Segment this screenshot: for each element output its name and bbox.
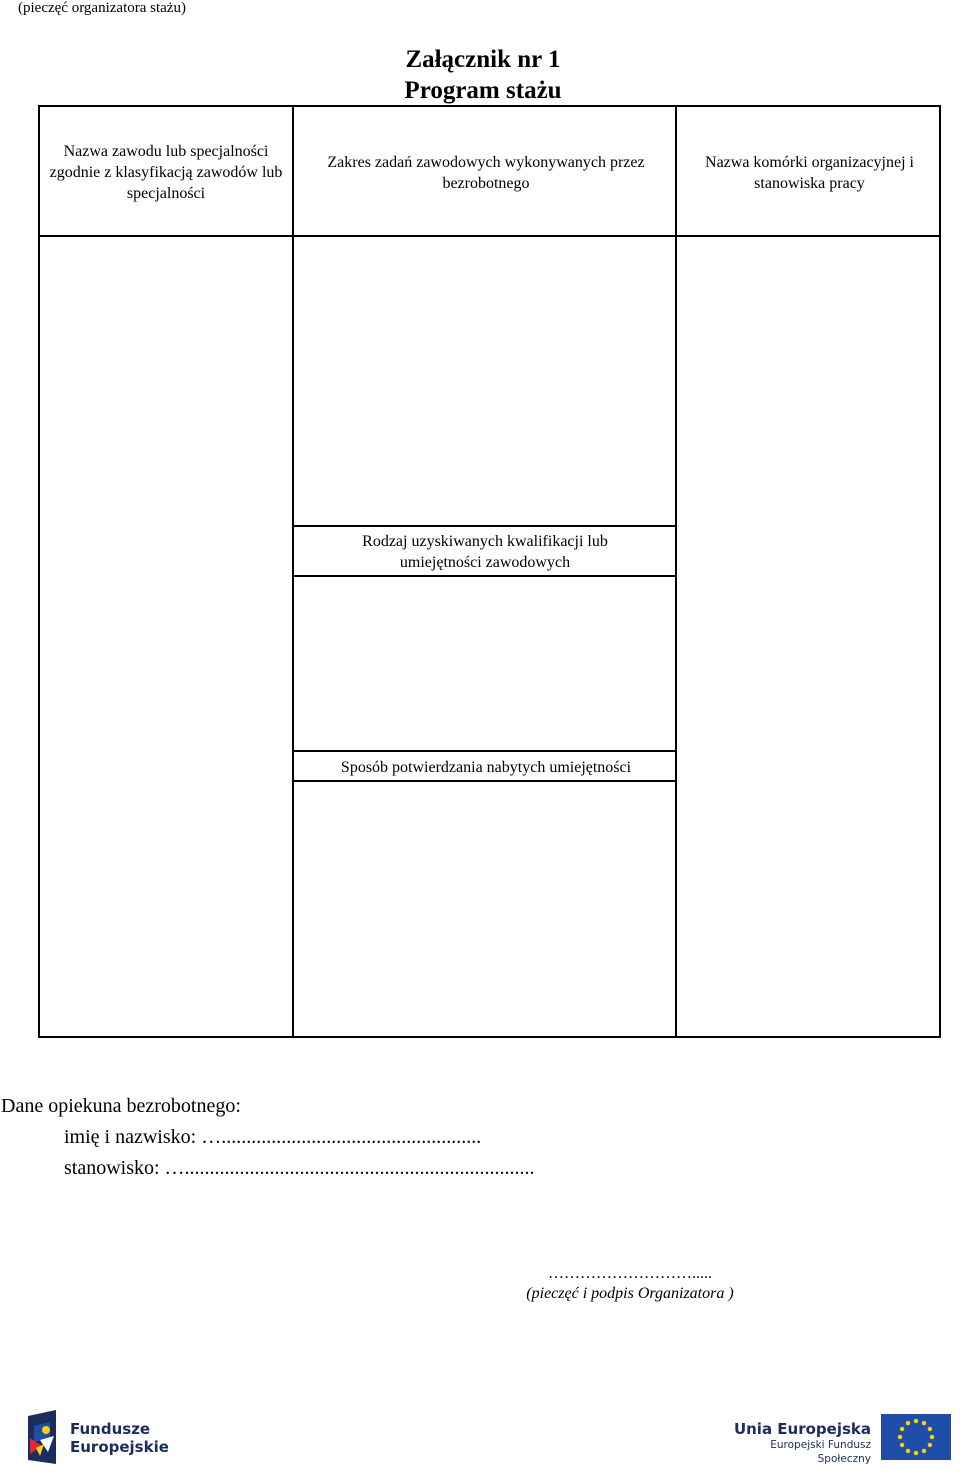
- organizer-stamp-note: (pieczęć organizatora stażu): [18, 0, 186, 16]
- fundusze-europejskie-flag-icon: [26, 1408, 62, 1468]
- organizational-unit-header: Nazwa komórki organizacyjnej i stanowiska pracy: [705, 154, 914, 192]
- confirmation-top-divider: [292, 750, 677, 752]
- unia-europejska-logo: [720, 1412, 955, 1465]
- unia-europejska-text: Unia Europejska Europejski Fundusz Społeczny: [733, 1420, 871, 1465]
- fundusze-europejskie-text: Fundusze Europejskie: [70, 1420, 169, 1456]
- qualifications-field[interactable]: [294, 577, 675, 750]
- internship-program-table: [38, 105, 941, 1038]
- occupation-name-field[interactable]: [40, 237, 290, 1035]
- signature-block: [500, 1264, 760, 1304]
- fundusze-europejskie-logo: [26, 1408, 169, 1468]
- caretaker-position-line[interactable]: stanowisko: …......................................................................: [64, 1157, 535, 1179]
- task-scope-header: Zakres zadań zawodowych wykonywanych przez bezrobotnego: [327, 154, 645, 192]
- confirmation-method-field[interactable]: [294, 782, 675, 1035]
- caretaker-heading: Dane opiekuna bezrobotnego:: [1, 1095, 241, 1117]
- task-scope-field[interactable]: [294, 237, 675, 525]
- eu-stars-flag-icon: [881, 1414, 951, 1460]
- annex-title: Załącznik nr 1: [405, 46, 561, 73]
- occupation-name-header: Nazwa zawodu lub specjalności zgodnie z klasyfikacją zawodów lub specjalności: [49, 143, 283, 202]
- qualifications-header: Rodzaj uzyskiwanych kwalifikacji lub umiejętności zawodowych: [362, 533, 608, 571]
- signature-dots[interactable]: ……………………….....: [548, 1265, 712, 1282]
- confirmation-method-header: Sposób potwierdzania nabytych umiejętności: [340, 759, 632, 776]
- organizational-unit-field[interactable]: [677, 237, 939, 1035]
- program-title: Program stażu: [404, 77, 562, 104]
- qualifications-top-divider: [292, 525, 677, 527]
- signature-label: (pieczęć i podpis Organizatora ): [526, 1285, 734, 1302]
- caretaker-name-line[interactable]: imię i nazwisko: …....................................................: [64, 1126, 482, 1148]
